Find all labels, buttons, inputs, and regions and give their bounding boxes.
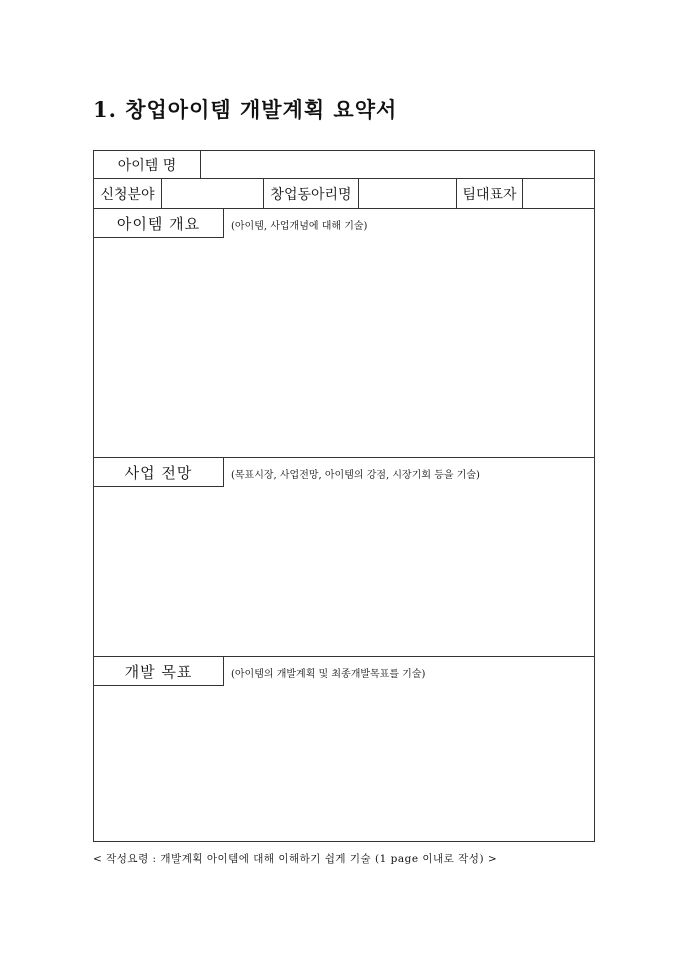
- club-label: 창업동아리명: [264, 179, 359, 208]
- section-overview-label: 아이템 개요: [94, 209, 224, 238]
- page-title: 1. 창업아이템 개발계획 요약서: [93, 97, 398, 122]
- item-name-label: 아이템 명: [94, 151, 201, 178]
- item-name-field[interactable]: [201, 151, 594, 178]
- leader-input[interactable]: [523, 179, 594, 208]
- section-outlook-hint: (목표시장, 사업전망, 아이템의 강점, 시장기회 등을 기술): [231, 470, 480, 481]
- field-label: 신청분야: [94, 179, 162, 208]
- leader-label: 팀대표자: [457, 179, 523, 208]
- section-outlook-label: 사업 전망: [94, 458, 224, 487]
- item-name-row: [94, 151, 594, 179]
- section-overview-hint: (아이템, 사업개념에 대해 기술): [231, 221, 368, 232]
- section-goal-hint: (아이템의 개발계획 및 최종개발목표를 기술): [231, 669, 426, 680]
- footnote: < 작성요령 : 개발계획 아이템에 대해 이해하기 쉽게 기술 (1 page 이내로 작성) >: [93, 853, 498, 865]
- field-input[interactable]: [162, 179, 264, 208]
- section-goal-label: 개발 목표: [94, 657, 224, 686]
- summary-form: [93, 150, 595, 842]
- club-input[interactable]: [359, 179, 457, 208]
- info-row: [94, 179, 594, 209]
